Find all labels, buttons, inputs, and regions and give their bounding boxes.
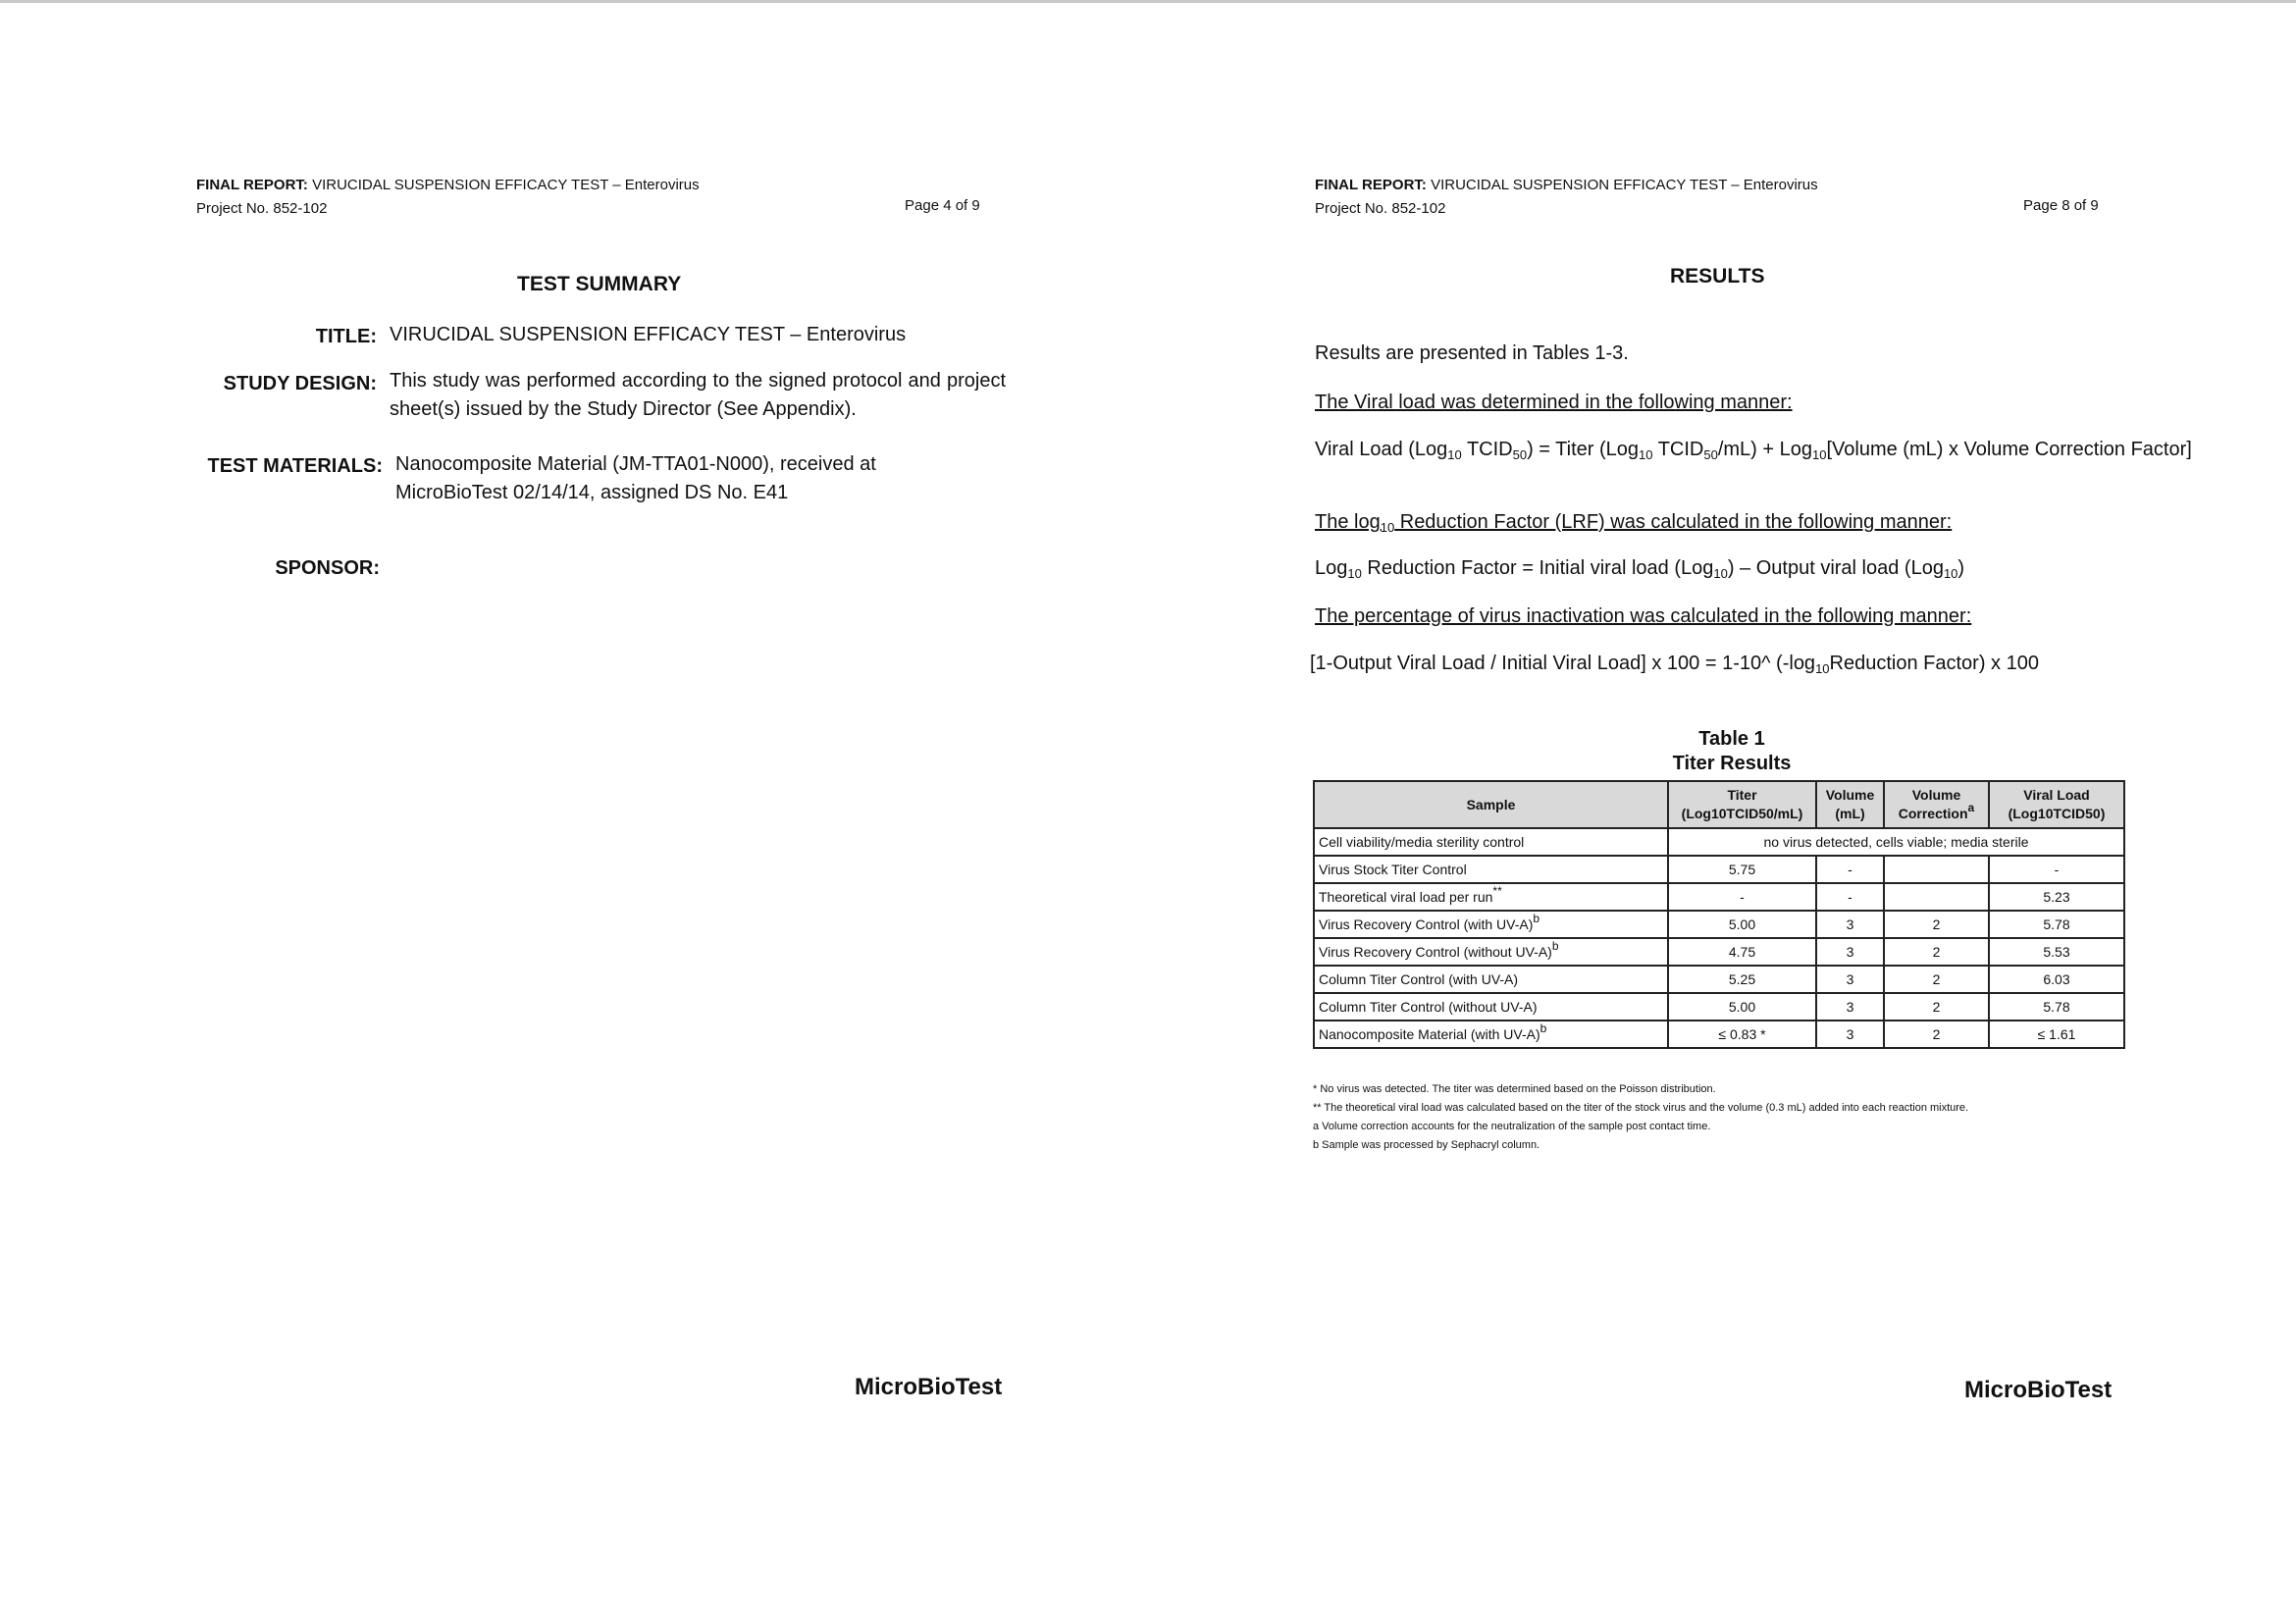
titer-results-table [1313, 780, 2125, 1049]
cell-correction: 2 [1884, 1021, 1989, 1048]
title-label: TITLE: [315, 326, 377, 347]
table-header-row [1314, 781, 2124, 828]
project-number: Project No. 852-102 [196, 200, 328, 217]
report-label: FINAL REPORT: [196, 177, 308, 193]
cell-volume: - [1816, 883, 1884, 911]
cell-sample: Column Titer Control (with UV-A) [1314, 966, 1668, 993]
cell-viral-load: 5.78 [1989, 993, 2124, 1021]
test-materials-value [395, 450, 1004, 507]
study-design-value: This study was performed according to the signed protocol and project sheet(s) issued by the Study Director (See Appendix). [390, 370, 1006, 420]
cell-volume: 3 [1816, 938, 1884, 966]
study-design-label: STUDY DESIGN: [223, 373, 377, 394]
cell-titer: - [1668, 883, 1816, 911]
cell-viral-load: 5.23 [1989, 883, 2124, 911]
header-viral-load: Viral Load (Log10TCID50) [1989, 781, 2124, 828]
cell-correction [1884, 856, 1989, 883]
report-header [1315, 174, 1818, 221]
section-heading: TEST SUMMARY [517, 273, 682, 295]
test-materials-line-2: MicroBioTest 02/14/14, assigned DS No. E41 [395, 482, 789, 503]
report-title: VIRUCIDAL SUSPENSION EFFICACY TEST – Enterovirus [1431, 177, 1818, 193]
cell-sample: Virus Recovery Control (without UV-A)$^b$ [1314, 938, 1668, 966]
header-volume: Volume (mL) [1816, 781, 1884, 828]
cell-sample: Cell viability/media sterility control [1314, 828, 1668, 856]
cell-titer: ≤ 0.83 * [1668, 1021, 1816, 1048]
cell-titer: 5.75 [1668, 856, 1816, 883]
cell-viral-load: 5.53 [1989, 938, 2124, 966]
test-materials-line-1: Nanocomposite Material (JM-TTA01-N000), received at [395, 453, 876, 475]
cell-viral-load: 6.03 [1989, 966, 2124, 993]
report-title: VIRUCIDAL SUSPENSION EFFICACY TEST – Enterovirus [312, 177, 700, 193]
footnote: a Volume correction accounts for the neutralization of the sample post contact time. [1313, 1121, 1711, 1132]
report-label: FINAL REPORT: [1315, 177, 1427, 193]
results-intro: Results are presented in Tables 1-3. [1315, 342, 1629, 364]
table-row [1314, 856, 2124, 883]
table-row [1314, 883, 2124, 911]
percentage-heading: The percentage of virus inactivation was calculated in the following manner: [1315, 605, 1972, 627]
cell-titer: 4.75 [1668, 938, 1816, 966]
table-row [1314, 911, 2124, 938]
section-heading: RESULTS [1670, 265, 1765, 288]
cell-sample: Virus Stock Titer Control [1314, 856, 1668, 883]
title-value: VIRUCIDAL SUSPENSION EFFICACY TEST – Enterovirus [390, 324, 907, 345]
cell-volume: 3 [1816, 993, 1884, 1021]
percentage-formula: [1-Output Viral Load / Initial Viral Load] x 100 = 1-10^ ($-\log_{10}Reduction$ Factor) x 100 [1310, 653, 2039, 676]
lrf-heading: The $\log_{10}$ Reduction Factor (LRF) was calculated in the following manner: [1315, 511, 1953, 535]
cell-volume: 3 [1816, 1021, 1884, 1048]
cell-titer: 5.00 [1668, 993, 1816, 1021]
cell-correction: 2 [1884, 938, 1989, 966]
cell-viral-load: 5.78 [1989, 911, 2124, 938]
header-volume-correction: Volume Correction$^a$ [1884, 781, 1989, 828]
cell-sample: Theoretical viral load per run** [1314, 883, 1668, 911]
cell-sample: Virus Recovery Control (with UV-A)$^b$ [1314, 911, 1668, 938]
cell-viral-load: ≤ 1.61 [1989, 1021, 2124, 1048]
page-number: Page 8 of 9 [2023, 197, 2099, 214]
cell-correction: 2 [1884, 966, 1989, 993]
viral-load-formula: Viral Load (Log$_{10}$ $TCID_{50}$) = Titer (Log$_{10}$ $TCID_{50}/mL$) + Log$_{10}$[Volume (mL) x Volume Correction Factor] [1315, 439, 2192, 462]
viral-load-heading: The Viral load was determined in the following manner: [1315, 392, 1793, 413]
table-row [1314, 938, 2124, 966]
header-titer: Titer (Log10TCID50/mL) [1668, 781, 1816, 828]
cell-titer: 5.00 [1668, 911, 1816, 938]
table-number: Table 1 [1698, 728, 1765, 750]
cell-viral-load: - [1989, 856, 2124, 883]
report-header [196, 174, 700, 221]
right-page [1148, 0, 2296, 1623]
lrf-formula: Log$_{10}$ Reduction Factor = Initial viral load (Log$_{10}$) – Output viral load (Log$_{10}$) [1315, 557, 1965, 581]
footnote: ** The theoretical viral load was calculated based on the titer of the stock virus and the volume (0.3 mL) added into each reaction mixture. [1313, 1102, 1969, 1114]
table-row-sterility [1314, 828, 2124, 856]
cell-titer: 5.25 [1668, 966, 1816, 993]
page-number: Page 4 of 9 [905, 197, 980, 214]
table-row [1314, 1021, 2124, 1048]
project-number: Project No. 852-102 [1315, 200, 1446, 217]
footnote: b Sample was processed by Sephacryl column. [1313, 1139, 1540, 1151]
header-sample: Sample [1314, 781, 1668, 828]
footer-brand: MicroBioTest [855, 1374, 1003, 1400]
table-row [1314, 993, 2124, 1021]
footnote: * No virus was detected. The titer was determined based on the Poisson distribution. [1313, 1083, 1716, 1095]
sponsor-label: SPONSOR: [275, 557, 380, 579]
cell-correction: 2 [1884, 993, 1989, 1021]
cell-sample: Column Titer Control (without UV-A) [1314, 993, 1668, 1021]
cell-correction [1884, 883, 1989, 911]
test-materials-label: TEST MATERIALS: [207, 455, 383, 477]
footer-brand: MicroBioTest [1964, 1377, 2113, 1403]
cell-correction: 2 [1884, 911, 1989, 938]
cell-volume: 3 [1816, 966, 1884, 993]
cell-sample: Nanocomposite Material (with UV-A)$^b$ [1314, 1021, 1668, 1048]
cell-volume: 3 [1816, 911, 1884, 938]
cell-volume: - [1816, 856, 1884, 883]
table-row [1314, 966, 2124, 993]
table-caption [1560, 727, 1904, 776]
cell-sterility-note: no virus detected, cells viable; media sterile [1668, 828, 2124, 856]
table-title: Titer Results [1672, 753, 1792, 774]
table-footnotes [1313, 1080, 1968, 1155]
